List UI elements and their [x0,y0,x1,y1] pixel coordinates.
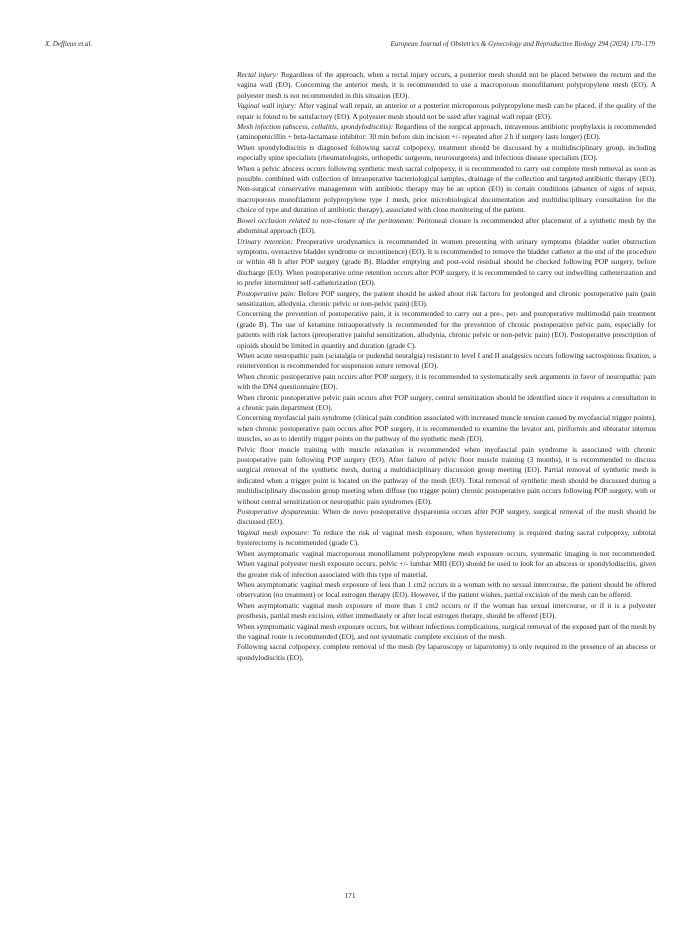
paragraph-lead: Urinary retention: [237,236,293,246]
paragraph [237,372,656,393]
paragraph [237,216,656,237]
paragraph [237,642,656,663]
paragraph-text: When asymptomatic vaginal mesh exposure of more than 1 cm2 occurs or if the woman has sexual intercourse, or if it is a polyester prosthesis, partial mesh excision, either immediately or after local estrogen therapy, should be offered (EO). [237,600,656,621]
paragraph [237,549,656,580]
body-column [237,70,656,663]
running-head-authors: X. Deffieux et al. [45,40,93,48]
paragraph [237,164,656,216]
paragraph [237,143,656,164]
paragraph [237,122,656,143]
paragraph-text: When chronic postoperative pelvic pain occurs after POP surgery, central sensitization should be identified since it requires a consultation in a chronic pain department (EO). [237,392,656,412]
paragraph [237,413,656,444]
paragraph [237,309,656,351]
paragraph-text: When asymptomatic vaginal mesh exposure of less than 1 cm2 occurs in a woman with no sexual intercourse, the patient should be offered observation (no treatment) or local estrogen therapy (EO). However, if the patient wishes, partial excision of the mesh can be offered. [237,579,656,600]
paragraph-lead: Postoperative dyspareunia: [237,507,320,517]
paragraph-text: When de novo postoperative dyspareunia occurs after POP surgery, surgical removal of the mesh should be discussed (EO). [237,507,656,527]
paragraph-text: Peritoneal closure is recommended after placement of a synthetic mesh by the abdominal approach (EO). [237,215,656,236]
paragraph-text: After vaginal wall repair, an anterior or a posterior microporous polypropylene mesh can be placed, if the quality of the repair is found to be satisfactory (EO). A polyester mesh should not be used after vaginal wall repair (EO). [237,101,656,121]
paragraph-text: When spondylodiscitis is diagnosed following sacral colpopexy, treatment should be discussed by a multidisciplinary group, including especially spine specialists (rheumatologists, orthopedic surgeons, neurosurgeons) and infectious disease specialists (EO). [237,142,656,163]
paragraph-text: When a pelvic abscess occurs following synthetic mesh sacral colpopexy, it is recommended to carry out complete mesh removal as soon as possible, combined with collection of intraoperative bacteriological samples, drainage of the collection and targeted antibiotic therapy (EO). Non-surgical conservative management with antibiotic therapy may be an option (EO) in certain conditions (absence of signs of sepsis, macroporous monofilament polypropylene type 1 mesh, prior microbiological documentation and multidisciplinary consultation for the choice of type and duration of antibiotic therapy), associated with close monitoring of the patient. [237,163,656,215]
paragraph [237,351,656,372]
paragraph [237,601,656,622]
paragraph-lead: Postoperative pain: [237,288,297,298]
page-number: 171 [344,891,356,900]
paragraph-text: Pelvic floor muscle training with muscle relaxation is recommended when myofascial pain syndrome is associated with chronic postoperative pain following POP surgery (EO). After failure of pelvic floor muscle training (3 months), it is recommended to discuss surgical removal of the synthetic mesh, during a multidisciplinary discussion group meeting (EO). Partial removal of synthetic mesh is indicated when a trigger point is located on the pathway of the mesh (EO). Total removal of synthetic mesh should be discussed during a multidisciplinary discussion group meeting when diffuse (no trigger point) chronic postoperative pain occurs following POP surgery, with or without central sensitization or neuropathic pain syndromes (EO). [237,444,656,506]
paragraph-lead: Mesh infection (abscess, cellulitis, spondylodiscitis): [237,122,394,132]
paragraph [237,237,656,289]
paragraph-lead: Bowel occlusion related to non-closure of the peritoneum: [237,215,415,225]
paragraph [237,507,656,528]
paragraph-text: Before POP surgery, the patient should be asked about risk factors for prolonged and chronic postoperative pain (pain sensitization, allodynia, chronic pelvic or non-pelvic pain) (EO). [237,288,656,308]
running-head-journal: European Journal of Obstetrics & Gynecology and Reproductive Biology 294 (2024) 170–179 [390,40,655,48]
paragraph-text: When symptomatic vaginal mesh exposure occurs, but without infectious complications, surgical removal of the exposed part of the mesh by the vaginal route is recommended (EO), and not systematic complete excision of the mesh. [237,621,656,641]
paragraph-text: When asymptomatic vaginal macroporous monofilament polypropylene mesh exposure occurs, systematic imaging is not recommended. When vaginal polyester mesh exposure occurs, pelvic +/- lumbar MRI (EO) should be used to look for an abscess or spondylodiscitis, given the greater risk of infection associated with this type of material. [237,548,656,579]
paragraph-lead: Rectal injury: [237,70,279,79]
paragraph-text: Preoperative urodynamics is recommended in women presenting with urinary symptoms (bladder outlet obstruction symptoms, overactive bladder syndrome or incontinence) (EO). It is recommended to remove the bladder catheter at the end of the procedure or within 48 h after POP surgery (grade B). Bladder emptying and post-void residual should be checked following POP surgery, before discharge (EO). When postoperative urine retention occurs after POP surgery, it is recommended to carry out indwelling catheterization and to prefer intermittent self-catheterization (EO). [237,236,657,288]
paragraph-text: When chronic postoperative pain occurs after POP surgery, it is recommended to systematically seek arguments in favor of neuropathic pain with the DN4 questionnaire (EO). [237,371,656,392]
paragraph [237,622,656,643]
paragraph [237,289,656,310]
paragraph [237,445,656,507]
paragraph [237,70,656,101]
paragraph-text: Regardless of the approach, when a rectal injury occurs, a posterior mesh should not be placed between the rectum and the vagina wall (EO). Concerning the anterior mesh, it is recommended to use a macroporous monofilament polypropylene mesh (EO). A polyester mesh is not recommended in this situation (EO). [237,70,656,100]
paragraph [237,528,656,549]
paragraph-text: When acute neuropathic pain (sciatalgia or pudendal neuralgia) resistant to level I and II analgesics occurs following sacrospinous fixation, a reintervention is recommended for suspension suture removal (EO). [237,350,656,371]
paragraph-text: Following sacral colpopexy, complete removal of the mesh (by laparoscopy or laparotomy) is only required in the presence of an abscess or spondylodiscitis (EO). [237,642,656,662]
paragraph [237,580,656,601]
paragraph-lead: Vaginal mesh exposure: [237,527,310,537]
paragraph-lead: Vaginal wall injury: [237,101,297,111]
paragraph-text: Concerning the prevention of postoperative pain, it is recommended to carry out a pre-, per- and postoperative multimodal pain treatment (grade B). The use of ketamine intraoperatively is recommended for the prevention of chronic postoperative pelvic pain, especially for patients with risk factors (preoperative painful sensitization, allodynia, chronic pelvic or non-pelvic pain) (EO). Postoperative prescription of opioids should be limited in quantity and duration (grade C). [237,309,656,350]
paragraph-text: Regardless of the surgical approach, intravenous antibiotic prophylaxis is recommended (aminopenicillin + beta-lactamase inhibitor: 30 min before skin incision +/- repeated after 2 h if surgery lasts longer) (EO). [237,122,656,142]
paragraph-text: To reduce the risk of vaginal mesh exposure, when hysterectomy is required during sacral colpopexy, subtotal hysterectomy is recommended (grade C). [237,527,656,548]
paragraph-text: Concerning myofascial pain syndrome (clinical pain condition associated with increased muscle tension caused by myofascial trigger points), when chronic postoperative pain occurs after POP surgery, it is recommended to examine the levator ani, piriformis and obturator internus muscles, so as to identify trigger points on the pathway of the synthetic mesh (EO). [237,413,656,444]
paragraph [237,101,656,122]
paragraph [237,393,656,414]
